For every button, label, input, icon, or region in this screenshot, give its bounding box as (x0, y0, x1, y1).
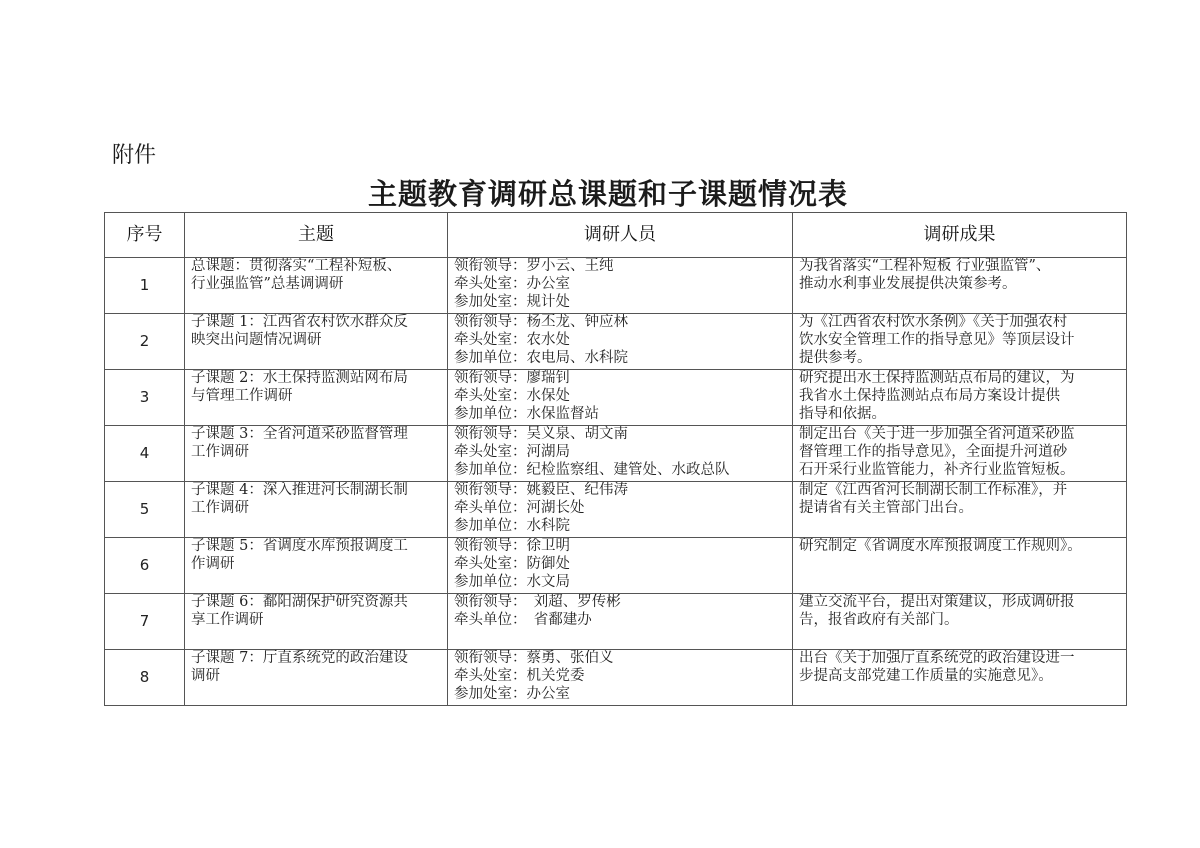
row-index: 2 (105, 314, 185, 370)
row-topic (185, 538, 448, 594)
row-staff (448, 314, 793, 370)
result-line: 制定《江西省河长制湖长制工作标准》，并 (799, 482, 1068, 498)
topic-line: 映突出问题情况调研 (191, 331, 322, 348)
row-staff (448, 650, 793, 706)
row-result (793, 426, 1127, 482)
result-line: 提供参考。 (799, 349, 872, 366)
staff-line: 牵头处室：防御处 (454, 555, 570, 572)
topic-line: 与管理工作调研 (191, 387, 293, 404)
staff-line: 领衔领导：罗小云、王纯 (454, 258, 614, 274)
topic-line: 总课题：贯彻落实“工程补短板、 (191, 258, 402, 274)
row-staff (448, 482, 793, 538)
result-line: 为我省落实“工程补短板 行业强监管”、 (799, 258, 1051, 274)
row-index: 6 (105, 538, 185, 594)
row-result (793, 650, 1127, 706)
row-result (793, 482, 1127, 538)
row-topic (185, 258, 448, 314)
result-line: 制定出台《关于进一步加强全省河道采砂监 (799, 426, 1075, 442)
result-line: 为《江西省农村饮水条例》《关于加强农村 (799, 314, 1068, 330)
table-row (105, 314, 1127, 370)
attachment-label: 附件 (112, 143, 157, 168)
staff-line: 牵头处室：农水处 (454, 331, 570, 348)
table-row (105, 594, 1127, 650)
staff-line: 牵头处室：水保处 (454, 387, 570, 404)
table-header-row (105, 213, 1127, 258)
row-topic (185, 650, 448, 706)
document-title: 主题教育调研总课题和子课题情况表 (367, 177, 848, 211)
row-topic (185, 370, 448, 426)
row-staff (448, 258, 793, 314)
staff-line: 参加单位：水保监督站 (454, 405, 599, 422)
topic-line: 工作调研 (191, 499, 249, 516)
result-line: 告，报省政府有关部门。 (799, 611, 959, 628)
table-row (105, 650, 1127, 706)
row-index: 8 (105, 650, 185, 706)
table-row (105, 370, 1127, 426)
row-staff (448, 594, 793, 650)
result-line: 我省水土保持监测站点布局方案设计提供 (799, 387, 1060, 404)
staff-line: 领衔领导：蔡勇、张伯义 (454, 650, 614, 666)
topic-line: 行业强监管”总基调调研 (191, 275, 344, 292)
staff-line: 参加单位：农电局、水科院 (454, 349, 628, 366)
table-row (105, 538, 1127, 594)
staff-line: 牵头单位： 省鄱建办 (454, 611, 592, 628)
table-row (105, 258, 1127, 314)
row-index: 1 (105, 258, 185, 314)
staff-line: 领衔领导：廖瑞钊 (454, 370, 570, 386)
staff-line: 参加处室：办公室 (454, 685, 570, 702)
row-result (793, 538, 1127, 594)
staff-line: 牵头处室：河湖局 (454, 443, 570, 460)
topic-line: 调研 (191, 667, 220, 684)
header-index: 序号 (105, 213, 185, 258)
row-result (793, 370, 1127, 426)
result-line: 推动水利事业发展提供决策参考。 (799, 275, 1017, 292)
topic-line: 子课题 7：厅直系统党的政治建设 (191, 650, 408, 666)
staff-line: 牵头处室：机关党委 (454, 667, 585, 684)
topic-line: 子课题 3：全省河道采砂监督管理 (191, 426, 408, 442)
result-line: 督管理工作的指导意见》，全面提升河道砂 (799, 443, 1068, 460)
staff-line: 参加处室：规计处 (454, 293, 570, 310)
topic-line: 子课题 5：省调度水库预报调度工 (191, 538, 408, 554)
row-staff (448, 538, 793, 594)
table-row (105, 482, 1127, 538)
row-result (793, 594, 1127, 650)
row-index: 5 (105, 482, 185, 538)
row-index: 3 (105, 370, 185, 426)
row-staff (448, 370, 793, 426)
result-line: 研究制定《省调度水库预报调度工作规则》。 (799, 538, 1082, 554)
row-topic (185, 426, 448, 482)
row-result (793, 314, 1127, 370)
row-topic (185, 594, 448, 650)
header-result: 调研成果 (793, 213, 1127, 258)
staff-line: 参加单位：水科院 (454, 517, 570, 534)
header-staff: 调研人员 (448, 213, 793, 258)
result-line: 指导和依据。 (799, 405, 886, 422)
row-topic (185, 482, 448, 538)
staff-line: 领衔领导：吴义泉、胡文南 (454, 426, 628, 442)
topic-line: 子课题 1：江西省农村饮水群众反 (191, 314, 408, 330)
row-staff (448, 426, 793, 482)
topic-line: 子课题 2：水土保持监测站网布局 (191, 370, 408, 386)
row-result (793, 258, 1127, 314)
row-topic (185, 314, 448, 370)
topic-line: 作调研 (191, 555, 235, 572)
topic-line: 子课题 6：鄱阳湖保护研究资源共 (191, 594, 408, 610)
result-line: 建立交流平台，提出对策建议，形成调研报 (799, 594, 1075, 610)
survey-table (104, 212, 1127, 706)
staff-line: 领衔领导：姚毅臣、纪伟涛 (454, 482, 628, 498)
staff-line: 领衔领导：徐卫明 (454, 538, 570, 554)
staff-line: 牵头单位：河湖长处 (454, 499, 585, 516)
row-index: 7 (105, 594, 185, 650)
result-line: 出台《关于加强厅直系统党的政治建设进一 (799, 650, 1075, 666)
result-line: 提请省有关主管部门出台。 (799, 499, 973, 516)
result-line: 研究提出水土保持监测站点布局的建议，为 (799, 370, 1075, 386)
staff-line: 领衔领导：杨丕龙、钟应林 (454, 314, 628, 330)
staff-line: 参加单位：纪检监察组、建管处、水政总队 (454, 461, 730, 478)
header-topic: 主题 (185, 213, 448, 258)
topic-line: 子课题 4：深入推进河长制湖长制 (191, 482, 408, 498)
table-row (105, 426, 1127, 482)
result-line: 饮水安全管理工作的指导意见》等顶层设计 (799, 331, 1075, 348)
row-index: 4 (105, 426, 185, 482)
result-line: 石开采行业监管能力，补齐行业监管短板。 (799, 461, 1075, 478)
topic-line: 享工作调研 (191, 611, 264, 628)
staff-line: 牵头处室：办公室 (454, 275, 570, 292)
staff-line: 参加单位：水文局 (454, 573, 570, 590)
staff-line: 领衔领导： 刘超、罗传彬 (454, 594, 621, 610)
topic-line: 工作调研 (191, 443, 249, 460)
result-line: 步提高支部党建工作质量的实施意见》。 (799, 667, 1053, 684)
